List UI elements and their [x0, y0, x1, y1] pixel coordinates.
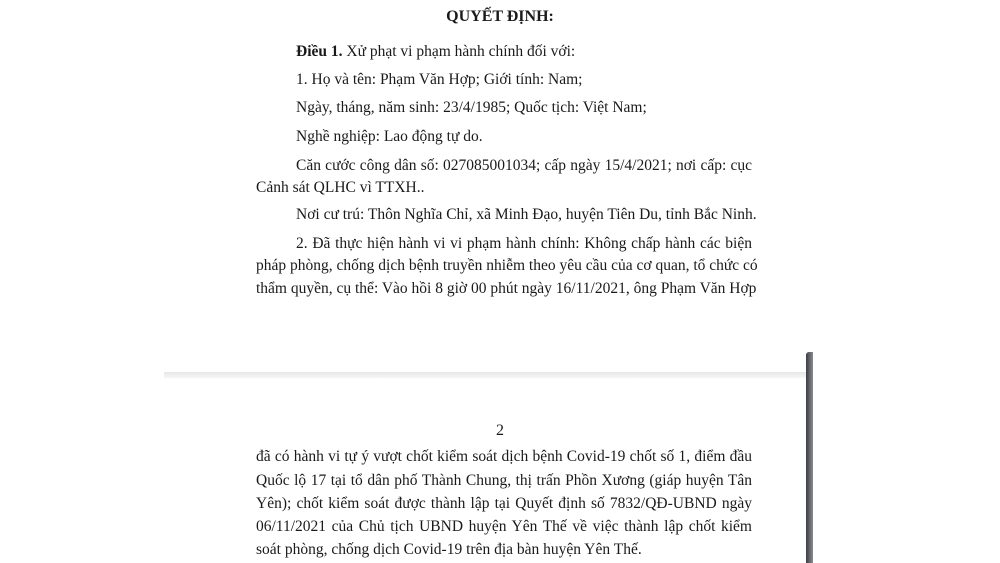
continuation-line-4: 06/11/2021 của Chủ tịch UBND huyện Yên Thế về việc thành lập chốt kiểm [256, 518, 752, 535]
person-residence-line: Nơi cư trú: Thôn Nghĩa Chỉ, xã Minh Đạo, huyện Tiên Du, tỉnh Bắc Ninh. [296, 206, 757, 223]
continuation-line-1: đã có hành vi tự ý vượt chốt kiểm soát dịch bệnh Covid-19 chốt số 1, điểm đầu [256, 448, 752, 465]
violation-line-3: thẩm quyền, cụ thể: Vào hồi 8 giờ 00 phút ngày 16/11/2021, ông Phạm Văn Hợp [256, 280, 757, 297]
document-page-2 [0, 378, 1000, 563]
article-heading [296, 43, 752, 61]
document-title: QUYẾT ĐỊNH: [446, 8, 554, 25]
continuation-line-2: Quốc lộ 17 tại tổ dân phố Thành Chung, thị trấn Phồn Xương (giáp huyện Tân [256, 472, 752, 489]
person-job-line: Nghề nghiệp: Lao động tự do. [296, 128, 483, 145]
violation-line-1: 2. Đã thực hiện hành vi vi phạm hành chính: Không chấp hành các biện [296, 235, 752, 252]
article-text: Xử phạt vi phạm hành chính đối với: [342, 43, 576, 60]
article-label: Điều 1. [296, 43, 343, 60]
person-id-line-1: Căn cước công dân số: 027085001034; cấp ngày 15/4/2021; nơi cấp: cục [296, 157, 752, 174]
continuation-line-5: soát phòng, chống dịch Covid-19 trên địa bàn huyện Yên Thế. [256, 541, 642, 558]
violation-line-2: pháp phòng, chống dịch bệnh truyền nhiễm theo yêu cầu của cơ quan, tổ chức có [256, 257, 758, 274]
person-birth-line: Ngày, tháng, năm sinh: 23/4/1985; Quốc tịch: Việt Nam; [296, 99, 647, 116]
person-name-line: 1. Họ và tên: Phạm Văn Hợp; Giới tính: Nam; [296, 71, 583, 88]
person-id-line-2: Cảnh sát QLHC vì TTXH.. [256, 179, 425, 196]
page-number: 2 [496, 422, 504, 439]
continuation-line-3: Yên); chốt kiểm soát được thành lập tại Quyết định số 7832/QĐ-UBND ngày [256, 495, 752, 512]
